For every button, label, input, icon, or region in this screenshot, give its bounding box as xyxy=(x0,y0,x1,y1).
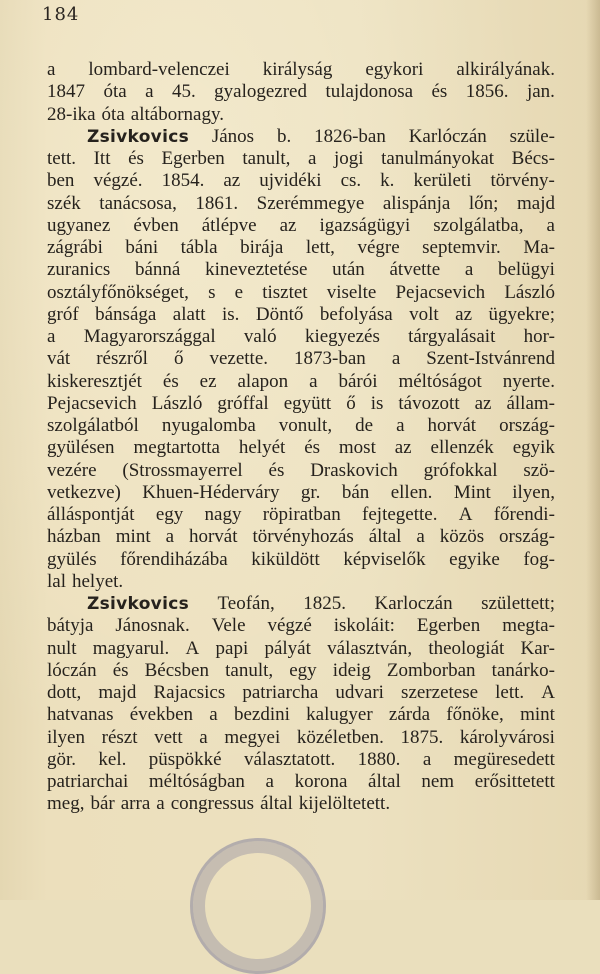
word: méltóságot xyxy=(398,370,482,392)
word: hatvanas xyxy=(47,704,114,726)
word: iskoláit: xyxy=(333,615,395,637)
word: ország- xyxy=(499,415,555,436)
text-line xyxy=(47,393,555,415)
word: ország- xyxy=(499,526,555,548)
word: patriarchai xyxy=(47,771,129,792)
word: birája xyxy=(240,237,284,258)
word: altábornagy. xyxy=(130,103,224,125)
word: is. xyxy=(221,303,240,325)
word: részt xyxy=(101,726,138,748)
word: ujvidéki xyxy=(259,170,322,192)
word: tárgyalásait xyxy=(408,326,496,347)
word: A xyxy=(541,682,555,703)
word: ez xyxy=(199,370,217,392)
text-line xyxy=(47,660,555,682)
word: és xyxy=(112,659,129,681)
word: A xyxy=(458,504,473,525)
word: egykori xyxy=(365,59,424,80)
word: gr. xyxy=(300,481,321,503)
text-line xyxy=(47,259,555,281)
text-line xyxy=(47,126,555,148)
word: szö- xyxy=(523,459,555,481)
word: a xyxy=(309,370,318,392)
word: a xyxy=(265,771,274,792)
word: a xyxy=(416,526,425,548)
word: 1856. xyxy=(465,81,509,103)
word: átlépve xyxy=(201,214,257,236)
word: zágrábi xyxy=(47,237,103,258)
word: Zomborban xyxy=(386,659,476,681)
word: egy xyxy=(289,659,317,681)
text-line xyxy=(47,193,555,215)
word: helyét xyxy=(238,437,286,459)
word: választatott. xyxy=(244,748,336,770)
word: vezére xyxy=(47,459,97,481)
word: tisztet xyxy=(262,281,308,303)
text-line xyxy=(47,237,555,259)
word: lett, xyxy=(305,237,335,258)
word: bánná xyxy=(135,259,181,281)
word: Szerémmegye xyxy=(256,192,365,214)
word: a xyxy=(546,214,555,236)
word: Pejacsevich xyxy=(47,392,137,414)
word: a xyxy=(199,726,208,748)
word: kijelöltetett. xyxy=(298,793,391,815)
word: a xyxy=(209,704,218,726)
word: mint xyxy=(520,704,555,726)
word: kineveztetése xyxy=(205,259,308,281)
word: magyarul. xyxy=(92,637,170,659)
entry-name: Zsivkovics xyxy=(87,126,189,147)
word: gör. xyxy=(47,748,77,770)
word: osztályfőnökséget, xyxy=(47,281,189,303)
entry-name: Zsivkovics xyxy=(87,594,189,614)
word: grófokkal xyxy=(423,459,498,481)
word: gróf xyxy=(47,303,79,325)
word: belügyi xyxy=(497,259,555,281)
word: tanulmányokat xyxy=(381,148,495,169)
word: 1826-ban xyxy=(314,125,386,147)
word: nyerte. xyxy=(502,370,555,392)
word: az xyxy=(455,303,473,325)
word: erősittetett xyxy=(474,771,555,792)
word: képviselők xyxy=(343,548,426,570)
word: a xyxy=(156,793,165,815)
word: a xyxy=(396,415,405,436)
word: egyik xyxy=(512,437,555,459)
word: ő xyxy=(173,348,184,370)
text-line xyxy=(47,615,555,637)
word: László xyxy=(151,392,203,414)
word: 1875. xyxy=(400,726,444,748)
word: b. xyxy=(276,125,292,147)
word: választván, xyxy=(327,637,413,659)
word: lóczán xyxy=(47,659,97,681)
word: távozott xyxy=(398,392,460,414)
text-line xyxy=(47,793,555,815)
word: majd xyxy=(516,192,555,214)
word: alatt xyxy=(172,303,206,325)
word: e xyxy=(234,281,244,303)
word: és xyxy=(128,148,144,169)
word: korona xyxy=(294,771,348,792)
word: ellen. xyxy=(390,481,433,503)
word: tulajdonosa xyxy=(325,81,414,103)
word: megta- xyxy=(502,615,555,637)
word: nult xyxy=(47,637,77,659)
word: együtt xyxy=(283,392,332,414)
page-text xyxy=(47,59,555,816)
word: befolyása xyxy=(319,303,393,325)
word: viselte xyxy=(326,281,377,303)
word: vonult, xyxy=(278,415,333,436)
word: állam- xyxy=(506,392,555,414)
word: Ma- xyxy=(523,237,555,258)
word: óta xyxy=(103,81,127,103)
word: ügyekre; xyxy=(488,303,555,325)
word: patriarcha xyxy=(242,682,319,703)
word: által xyxy=(260,793,293,815)
word: septemvir. xyxy=(422,237,501,258)
word: Magyarországgal xyxy=(83,326,216,347)
word: fejtegette. xyxy=(362,504,438,525)
word: alispánja xyxy=(382,192,451,214)
word: gróffal xyxy=(217,392,269,414)
word: k. xyxy=(380,170,395,192)
word: 1854. xyxy=(161,170,205,192)
word: most xyxy=(338,437,376,459)
text-line xyxy=(47,282,555,304)
text-line xyxy=(47,59,555,81)
word: szerzetese xyxy=(401,682,479,703)
word: nyugalomba xyxy=(161,415,256,436)
word: évben xyxy=(133,214,179,236)
word: való xyxy=(243,326,277,347)
word: volt xyxy=(409,303,439,325)
word: kiskeresztjét xyxy=(47,370,142,392)
word: szék xyxy=(47,192,81,214)
word: László xyxy=(504,281,555,303)
text-line xyxy=(47,215,555,237)
word: jogi xyxy=(334,148,364,169)
word: bárói xyxy=(338,370,378,392)
word: lett. xyxy=(495,682,525,703)
word: házban xyxy=(47,526,101,548)
word: tanárko- xyxy=(491,659,555,681)
word: ő xyxy=(346,392,356,414)
word: közéletben. xyxy=(296,726,384,748)
word: 45. xyxy=(171,81,196,103)
word: pályát xyxy=(264,637,311,659)
word: lőn; xyxy=(468,192,499,214)
word: vát xyxy=(47,348,71,370)
word: tanult, xyxy=(242,148,291,169)
word: igazságügyi xyxy=(319,214,411,236)
word: végzé xyxy=(267,615,312,637)
word: és xyxy=(431,81,448,103)
word: kiküldött xyxy=(251,548,320,570)
word: szolgálatból xyxy=(47,415,139,436)
word: a xyxy=(391,348,401,370)
word: jan. xyxy=(526,81,555,103)
word: ilyen, xyxy=(512,481,555,503)
word: kerületi xyxy=(413,170,472,192)
text-line xyxy=(47,526,555,548)
word: gyülés xyxy=(47,548,97,570)
word: Pejacsevich xyxy=(395,281,486,303)
text-line xyxy=(47,638,555,660)
word: Bécsben xyxy=(144,659,209,681)
word: (Strossmayerrel xyxy=(122,459,243,481)
word: törvény- xyxy=(490,170,555,192)
word: szolgálatba, xyxy=(433,214,524,236)
word: theologiát xyxy=(428,637,505,659)
word: nem xyxy=(421,771,455,792)
word: álláspontját xyxy=(47,504,135,525)
word: átvette xyxy=(389,259,441,281)
word: megüresedett xyxy=(453,748,555,770)
text-line xyxy=(47,460,555,482)
word: tanult, xyxy=(225,659,274,681)
word: dott, xyxy=(47,682,82,703)
word: megtartotta xyxy=(133,437,220,459)
word: bátyja xyxy=(47,615,94,637)
word: alapon xyxy=(237,370,289,392)
word: végre xyxy=(357,237,400,258)
library-stamp xyxy=(190,838,326,974)
word: lal xyxy=(47,570,66,592)
word: Egerben xyxy=(161,148,225,169)
word: 1825. xyxy=(303,593,347,614)
text-line xyxy=(47,148,555,170)
word: kiegyezés xyxy=(304,326,380,347)
word: Khuen-Héderváry xyxy=(142,481,280,503)
word: Vele xyxy=(211,615,246,637)
word: ben xyxy=(47,170,75,192)
word: bán xyxy=(341,481,370,503)
word: közös xyxy=(439,526,485,548)
text-line xyxy=(47,81,555,103)
text-line xyxy=(47,482,555,504)
word: egy xyxy=(155,504,184,525)
text-line xyxy=(47,682,555,704)
word: és xyxy=(268,459,285,481)
word: ilyen xyxy=(47,726,85,748)
word: gyalogezred xyxy=(214,81,307,103)
word: a xyxy=(422,748,432,770)
text-line xyxy=(47,437,555,459)
word: kel. xyxy=(98,748,127,770)
word: arra xyxy=(120,793,151,815)
word: nagy xyxy=(204,504,242,525)
word: években xyxy=(129,704,194,726)
word: vett xyxy=(154,726,183,748)
text-line xyxy=(47,415,555,437)
word: királyság xyxy=(262,59,333,80)
text-line xyxy=(47,104,555,126)
word: 1880. xyxy=(357,748,401,770)
word: 1861. xyxy=(195,192,239,214)
text-line xyxy=(47,371,555,393)
word: mint xyxy=(115,526,151,548)
word: és xyxy=(304,437,321,459)
word: végzé. xyxy=(93,170,143,192)
text-line xyxy=(47,771,555,793)
word: 1847 xyxy=(47,81,85,103)
word: horvát xyxy=(427,415,477,436)
text-line xyxy=(47,304,555,326)
word: Szent-Istvánrend xyxy=(426,348,555,370)
word: Itt xyxy=(93,148,111,169)
word: károlyvárosi xyxy=(459,726,555,748)
word: udvari xyxy=(335,682,384,703)
word: az xyxy=(279,214,297,236)
word: meg, xyxy=(47,793,85,815)
word: bezdini xyxy=(233,704,290,726)
word: tett. xyxy=(47,148,77,169)
word: tábla xyxy=(180,237,218,258)
word: cs. xyxy=(340,170,362,192)
word: congressus xyxy=(170,793,255,815)
text-line xyxy=(47,170,555,192)
word: a xyxy=(47,59,56,80)
word: Draskovich xyxy=(310,459,398,481)
word: zárda xyxy=(388,704,431,726)
word: bánsága xyxy=(95,303,157,325)
word: Egerben xyxy=(416,615,481,637)
word: A xyxy=(185,637,200,659)
word: törvényhozás xyxy=(252,526,354,548)
word: által xyxy=(368,771,401,792)
word: helyet. xyxy=(72,570,124,592)
word: főrendiházába xyxy=(120,548,228,570)
text-line xyxy=(47,571,555,593)
word: lombard-velenczei xyxy=(88,59,230,80)
word: az xyxy=(223,170,241,192)
word: kalugyer xyxy=(306,704,373,726)
text-line xyxy=(47,593,555,615)
word: után xyxy=(332,259,365,281)
word: papi xyxy=(215,637,249,659)
word: Jánosnak. xyxy=(115,615,190,637)
word: az xyxy=(474,392,492,414)
word: báni xyxy=(125,237,159,258)
word: alkirályának. xyxy=(456,59,555,80)
text-line xyxy=(47,749,555,771)
word: Kar- xyxy=(520,637,555,659)
text-line xyxy=(47,326,555,348)
word: horvát xyxy=(188,526,238,548)
word: a xyxy=(47,326,56,347)
word: püspökké xyxy=(148,748,222,770)
word: gyülésen xyxy=(47,437,115,459)
word: Karlóczán xyxy=(408,125,487,147)
word: ugyanez xyxy=(47,214,111,236)
word: részről xyxy=(96,348,148,370)
word: a xyxy=(165,526,174,548)
word: 1873-ban xyxy=(294,348,366,370)
word: szüle- xyxy=(509,125,555,147)
word: az xyxy=(394,437,412,459)
word: zuranics xyxy=(47,259,111,281)
word: a xyxy=(307,148,317,169)
word: óta xyxy=(101,103,125,125)
word: egyike xyxy=(449,548,500,570)
word: Teofán, xyxy=(217,593,275,614)
word: tanácsosa, xyxy=(99,192,177,214)
word: de xyxy=(355,415,374,436)
word: hor- xyxy=(523,326,555,347)
word: Bécs- xyxy=(511,148,555,169)
word: 28-ika xyxy=(47,103,96,125)
word: vetkezve) xyxy=(47,481,121,503)
word: megyei xyxy=(224,726,281,748)
word: méltóságban xyxy=(148,771,245,792)
word: Karloczán xyxy=(374,593,453,614)
word: által xyxy=(368,526,402,548)
word: is xyxy=(370,392,384,414)
word: röpiratban xyxy=(262,504,341,525)
text-line xyxy=(47,704,555,726)
page-number: 184 xyxy=(42,4,80,25)
text-line xyxy=(47,727,555,749)
word: Rajacsics xyxy=(153,682,226,703)
word: születtett; xyxy=(481,593,555,614)
word: János xyxy=(211,125,255,147)
word: és xyxy=(162,370,179,392)
word: a xyxy=(464,259,474,281)
text-line xyxy=(47,504,555,526)
word: ellenzék xyxy=(430,437,494,459)
word: s xyxy=(208,281,216,303)
word: ideig xyxy=(332,659,371,681)
word: Mint xyxy=(453,481,491,503)
word: vezette. xyxy=(209,348,269,370)
word: majd xyxy=(98,682,137,703)
word: a xyxy=(145,81,154,103)
text-line xyxy=(47,549,555,571)
word: bár xyxy=(90,793,115,815)
text-line xyxy=(47,348,555,370)
word: Döntő xyxy=(255,303,304,325)
word: főnöke, xyxy=(446,704,504,726)
word: főrendi- xyxy=(493,504,555,525)
word: fog- xyxy=(523,548,555,570)
